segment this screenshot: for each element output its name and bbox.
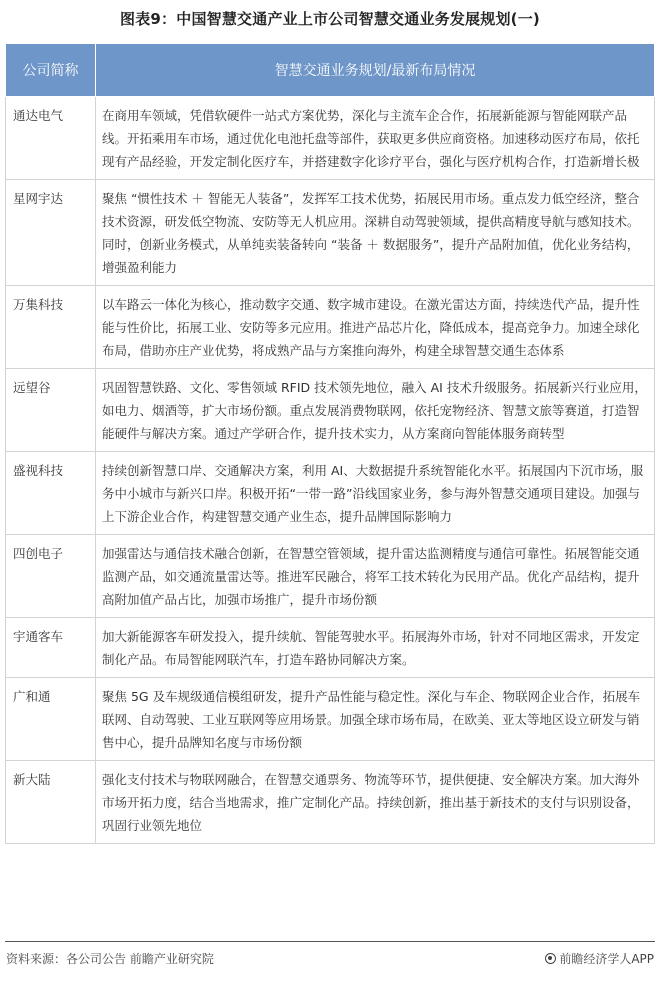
company-name: 星网宇达 [6, 180, 96, 286]
company-name: 四创电子 [6, 535, 96, 618]
brand-mark [545, 950, 654, 967]
company-plan: 以车路云一体化为核心，推动数字交通、数字城市建设。在激光雷达方面，持续迭代产品，提升性能与性价比，拓展工业、安防等多元应用。推进产品芯片化，降低成本，提高竞争力。加速全球化布局，借助亦庄产业优势，将成熟产品与方案推向海外，构建全球智慧交通生态体系 [96, 286, 655, 369]
brand-name: 前瞻经济学人APP [559, 952, 654, 966]
table-row [6, 678, 655, 761]
plan-table [5, 43, 655, 844]
table-row [6, 97, 655, 180]
company-name: 万集科技 [6, 286, 96, 369]
table-row [6, 452, 655, 535]
table-row [6, 535, 655, 618]
header-plan: 智慧交通业务规划/最新布局情况 [96, 44, 655, 97]
company-plan: 聚焦 5G 及车规级通信模组研发，提升产品性能与稳定性。深化与车企、物联网企业合作，拓展车联网、自动驾驶、工业互联网等应用场景。加强全球市场布局，在欧美、亚太等地区设立研发与销售中心，提升品牌知名度与市场份额 [96, 678, 655, 761]
company-plan: 持续创新智慧口岸、交通解决方案，利用 AI、大数据提升系统智能化水平。拓展国内下沉市场，服务中小城市与新兴口岸。积极开拓“一带一路”沿线国家业务，参与海外智慧交通项目建设。加强与上下游企业合作，构建智慧交通产业生态，提升品牌国际影响力 [96, 452, 655, 535]
company-plan: 巩固智慧铁路、文化、零售领域 RFID 技术领先地位，融入 AI 技术升级服务。拓展新兴行业应用，如电力、烟酒等，扩大市场份额。重点发展消费物联网，依托宠物经济、智慧文旅等赛道，打造智能硬件与解决方案。通过产学研合作，提升技术实力，从方案商向智能体服务商转型 [96, 369, 655, 452]
table-row [6, 180, 655, 286]
brand-logo-icon [545, 953, 556, 964]
company-name: 宇通客车 [6, 618, 96, 678]
company-name: 通达电气 [6, 97, 96, 180]
company-name: 广和通 [6, 678, 96, 761]
company-name: 新大陆 [6, 761, 96, 844]
page-title: 图表9：中国智慧交通产业上市公司智慧交通业务发展规划(一) [120, 10, 540, 28]
table-row [6, 618, 655, 678]
table-row [6, 286, 655, 369]
header-company: 公司简称 [6, 44, 96, 97]
table-row [6, 369, 655, 452]
company-plan: 在商用车领域，凭借软硬件一站式方案优势，深化与主流车企合作，拓展新能源与智能网联产品线。开拓乘用车市场，通过优化电池托盘等部件，获取更多供应商资格。加速移动医疗布局，依托现有产品经验，开发定制化医疗车，并搭建数字化诊疗平台，强化与医疗机构合作，打造新增长极 [96, 97, 655, 180]
source-note: 资料来源：各公司公告 前瞻产业研究院 [6, 952, 214, 966]
table-row [6, 761, 655, 844]
table-header-row [6, 44, 655, 97]
company-plan: 强化支付技术与物联网融合，在智慧交通票务、物流等环节，提供便捷、安全解决方案。加大海外市场开拓力度，结合当地需求，推广定制化产品。持续创新，推出基于新技术的支付与识别设备，巩固行业领先地位 [96, 761, 655, 844]
company-plan: 加大新能源客车研发投入，提升续航、智能驾驶水平。拓展海外市场，针对不同地区需求，开发定制化产品。布局智能网联汽车，打造车路协同解决方案。 [96, 618, 655, 678]
company-name: 远望谷 [6, 369, 96, 452]
company-plan: 聚焦 “惯性技术 ＋ 智能无人装备”，发挥军工技术优势，拓展民用市场。重点发力低空经济，整合技术资源，研发低空物流、安防等无人机应用。深耕自动驾驶领域，提供高精度导航与感知技术。同时，创新业务模式，从单纯卖装备转向 “装备 ＋ 数据服务”，提升产品附加值，优化业务结构，增强盈利能力 [96, 180, 655, 286]
company-plan: 加强雷达与通信技术融合创新，在智慧空管领域，提升雷达监测精度与通信可靠性。拓展智能交通监测产品，如交通流量雷达等。推进军民融合，将军工技术转化为民用产品。优化产品结构，提升高附加值产品占比，加强市场推广，提升市场份额 [96, 535, 655, 618]
company-name: 盛视科技 [6, 452, 96, 535]
footer-divider [5, 941, 655, 942]
